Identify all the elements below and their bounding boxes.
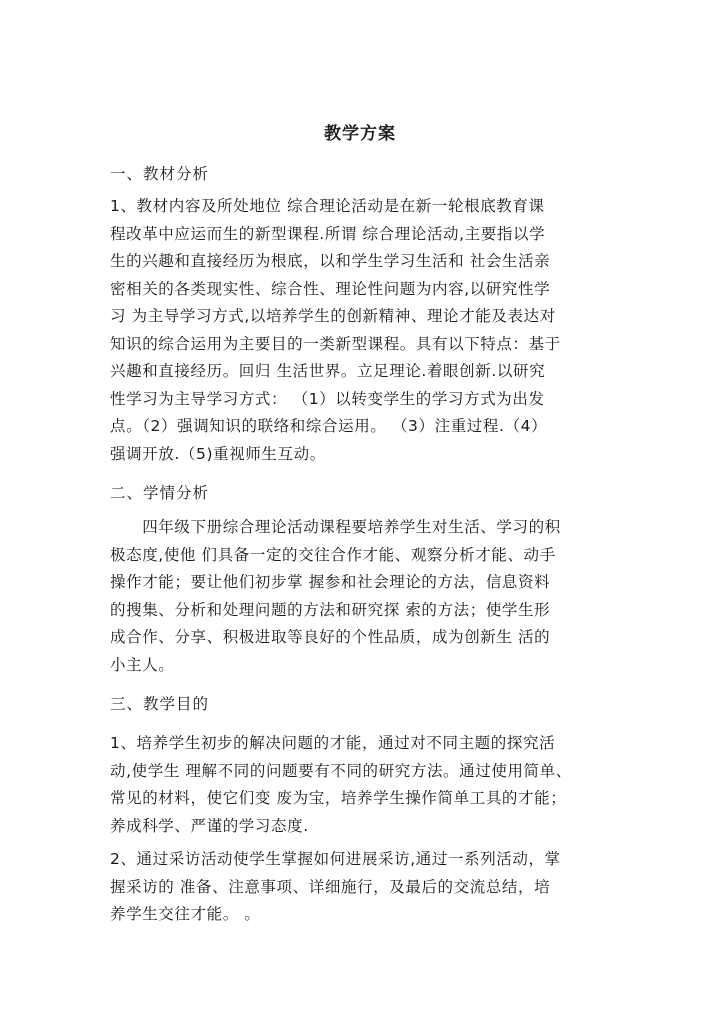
paragraph-line: 小主人。	[110, 655, 175, 674]
paragraph-line: 程改革中应运而生的新型课程.所谓 综合理论活动,主要指以学	[110, 224, 546, 243]
paragraph-line: 性学习为主导学习方式： （1）以转变学生的学习方式为出发	[110, 389, 545, 408]
paragraph-line: 1、培养学生初步的解决问题的才能，通过对不同主题的探究活	[110, 734, 556, 752]
section-heading-materials: 一、教材分析	[110, 165, 210, 183]
section-paragraph-student-analysis	[110, 514, 630, 679]
section-heading-teaching-goals: 三、教学目的	[110, 695, 210, 713]
paragraph-line: 四年级下册综合理论活动课程要培养学生对生活、学习的积	[110, 518, 561, 536]
paragraph-line: 操作才能；要让他们初步掌 握参和社会理论的方法，信息资料	[110, 573, 551, 591]
section-heading-student-analysis: 二、学情分析	[110, 484, 210, 502]
paragraph-line: 常见的材料，使它们变 废为宝，培养学生操作简单工具的才能；	[110, 789, 567, 807]
paragraph-line: 的搜集、分析和处理问题的方法和研究探 索的方法；使学生形	[110, 600, 551, 619]
paragraph-line: 极态度,使他 们具备一定的交往合作才能、观察分析才能、动手	[110, 545, 556, 564]
paragraph-line: 养成科学、严谨的学习态度.	[110, 816, 309, 835]
paragraph-line: 1、教材内容及所处地位 综合理论活动是在新一轮根底教育课	[110, 197, 545, 215]
paragraph-line: 知识的综合运用为主要目的一类新型课程。具有以下特点：基于	[110, 334, 561, 353]
section-paragraph-goal-2	[110, 846, 630, 929]
paragraph-line: 成合作、分享、积极进取等良好的个性品质，成为创新生 活的	[110, 628, 551, 646]
paragraph-line: 强调开放.（5)重视师生互动。	[110, 444, 326, 463]
document-title: 教学方案	[324, 124, 396, 144]
section-paragraph-goal-1	[110, 730, 630, 840]
paragraph-line: 点。（2）强调知识的联络和综合运用。 （3）注重过程.（4）	[110, 417, 548, 435]
paragraph-line: 生的兴趣和直接经历为根底，以和学生学习生活和 社会生活亲	[110, 252, 551, 270]
paragraph-line: 兴趣和直接经历。回归 生活世界。立足理论.着眼创新.以研究	[110, 362, 546, 380]
paragraph-line: 2、通过采访活动使学生掌握如何进展采访,通过一系列活动，掌	[110, 850, 561, 868]
paragraph-line: 动,使学生 理解不同的问题要有不同的研究方法。通过使用简单、	[110, 761, 572, 780]
paragraph-line: 习 为主导学习方式,以培养学生的创新精神、理论才能及表达对	[110, 307, 556, 325]
paragraph-line: 密相关的各类现实性、综合性、理论性问题为内容,以研究性学	[110, 279, 551, 298]
paragraph-line: 握采访的 准备、注意事项、详细施行，及最后的交流总结，培	[110, 877, 551, 896]
section-paragraph-materials	[110, 193, 630, 468]
paragraph-line: 养学生交往才能。 。	[110, 905, 261, 923]
